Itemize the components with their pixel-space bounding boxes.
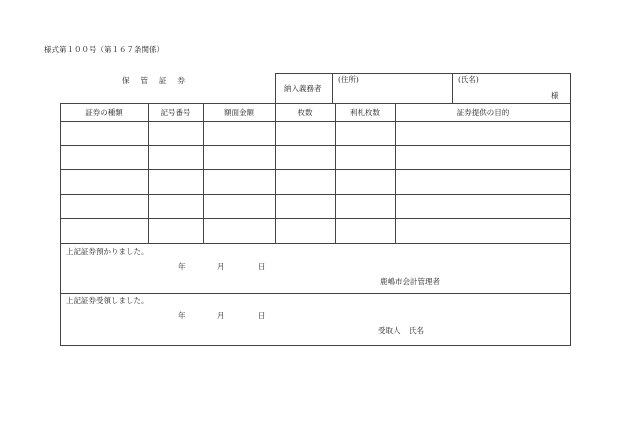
column-rule	[275, 103, 276, 243]
address-label: (住所)	[338, 75, 359, 84]
section-rule	[60, 293, 571, 294]
row-rule	[60, 218, 571, 219]
column-rule	[203, 103, 204, 243]
row-rule	[60, 145, 571, 146]
receipt-day-label: 日	[258, 262, 266, 271]
column-header-security-type: 証券の種類	[85, 108, 123, 117]
receipt-month-label: 月	[217, 262, 225, 271]
honorific-label: 様	[551, 91, 559, 100]
securities-table	[60, 103, 571, 346]
column-rule	[335, 103, 336, 243]
address-name-divider	[452, 73, 453, 104]
receipt-statement: 上記証券預かりました。	[66, 247, 149, 256]
row-rule	[60, 194, 571, 195]
column-header-face-value: 額面金額	[224, 108, 254, 117]
return-statement: 上記証券受領しました。	[66, 296, 149, 305]
row-rule	[60, 243, 571, 244]
column-header-coupon-count: 利札枚数	[350, 108, 380, 117]
header-row-rule	[60, 121, 571, 122]
receipt-year-label: 年	[178, 262, 186, 271]
name-label: (氏名)	[458, 75, 479, 84]
accounting-manager-label: 鹿嶋市会計管理者	[380, 277, 440, 286]
return-month-label: 月	[217, 311, 225, 320]
return-day-label: 日	[258, 311, 266, 320]
column-header-purpose: 証券提供の目的	[456, 108, 510, 117]
taxpayer-divider	[332, 73, 333, 104]
taxpayer-label: 納入義務者	[284, 84, 322, 93]
column-header-count: 枚数	[297, 108, 313, 117]
form-number: 様式第１００号（第１６７条関係）	[44, 45, 164, 54]
column-header-serial-number: 記号番号	[160, 108, 191, 117]
recipient-label: 受取人	[378, 326, 401, 335]
return-year-label: 年	[178, 311, 186, 320]
recipient-name-label: 氏名	[409, 326, 424, 335]
column-rule	[148, 103, 149, 243]
page-title: 保管証券	[122, 76, 196, 85]
row-rule	[60, 169, 571, 170]
column-rule	[395, 103, 396, 243]
